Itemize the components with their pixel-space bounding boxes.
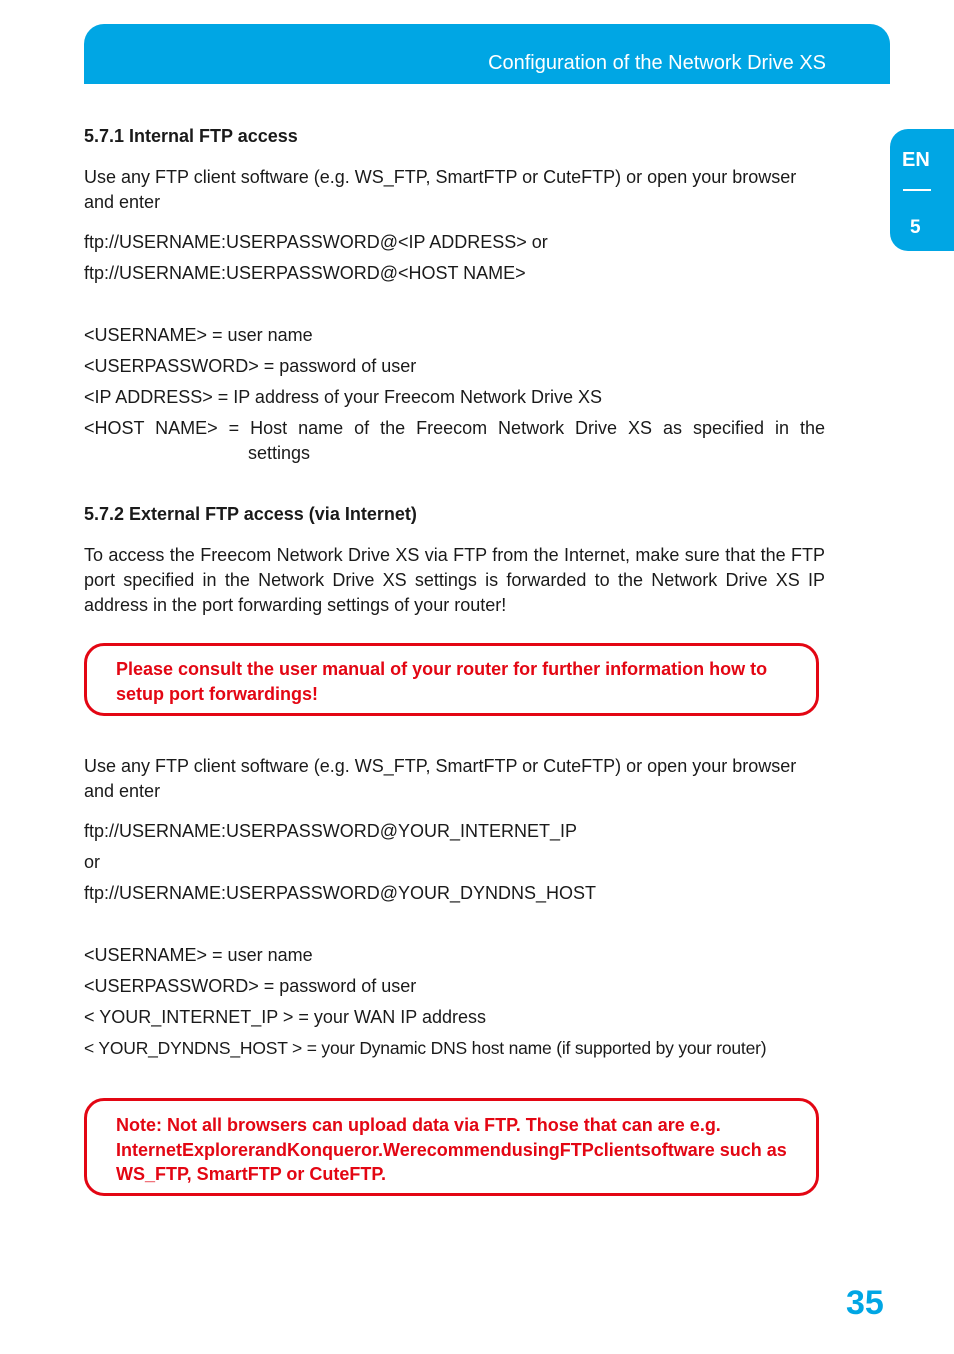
browser-note-box xyxy=(84,1098,819,1196)
definition-username-2: <USERNAME> = user name xyxy=(84,945,313,965)
internal-ftp-intro: Use any FTP client software (e.g. WS_FTP, SmartFTP or CuteFTP) or open your browser and enter xyxy=(84,167,797,212)
external-ftp-intro: To access the Freecom Network Drive XS via FTP from the Internet, make sure that the FTP port specified in the Network Drive XS settings is forwarded to the Network Drive XS IP address in the port forwarding settings of your router! xyxy=(84,545,825,615)
header-title: Configuration of the Network Drive XS xyxy=(488,52,826,74)
router-notice-box xyxy=(84,643,819,716)
tab-divider xyxy=(903,189,931,191)
definition-internet-ip: < YOUR_INTERNET_IP > = your WAN IP address xyxy=(84,1007,486,1027)
internal-ftp-url-host: ftp://USERNAME:USERPASSWORD@<HOST NAME> xyxy=(84,263,526,283)
definition-host-name-line2: settings xyxy=(248,443,311,463)
language-label: EN xyxy=(902,149,930,171)
browser-note-text: Note: Not all browsers can upload data via FTP. Those that can are e.g. InternetExplorerandKonqueror.WerecommendusingFTPclientsoftware such as WS_FTP, SmartFTP or CuteFTP. xyxy=(116,1115,787,1184)
section-heading-external-ftp: 5.7.2 External FTP access (via Internet) xyxy=(84,504,417,524)
definition-username: <USERNAME> = user name xyxy=(84,325,313,345)
header-bar xyxy=(84,24,890,84)
definition-ip-address: <IP ADDRESS> = IP address of your Freecom Network Drive XS xyxy=(84,387,603,407)
external-ftp-url-ip: ftp://USERNAME:USERPASSWORD@YOUR_INTERNET_IP xyxy=(84,821,578,841)
external-ftp-or: or xyxy=(84,852,101,872)
internal-ftp-url-ip: ftp://USERNAME:USERPASSWORD@<IP ADDRESS> or xyxy=(84,232,548,252)
external-ftp-intro-2: Use any FTP client software (e.g. WS_FTP, SmartFTP or CuteFTP) or open your browser and enter xyxy=(84,756,797,801)
definition-userpassword-2: <USERPASSWORD> = password of user xyxy=(84,976,417,996)
router-notice-text: Please consult the user manual of your router for further information how to setup port forwardings! xyxy=(116,659,768,704)
page-number: 35 xyxy=(846,1284,884,1322)
chapter-number: 5 xyxy=(910,217,921,238)
definition-host-name xyxy=(84,416,825,466)
external-ftp-url-dyndns: ftp://USERNAME:USERPASSWORD@YOUR_DYNDNS_HOST xyxy=(84,883,597,903)
definition-userpassword: <USERPASSWORD> = password of user xyxy=(84,356,417,376)
chapter-tab xyxy=(890,129,954,251)
definition-host-name-line1: <HOST NAME> = Host name of the Freecom Network Drive XS as specified in the xyxy=(84,418,825,438)
definition-dyndns-host: < YOUR_DYNDNS_HOST > = your Dynamic DNS host name (if supported by your router) xyxy=(84,1038,767,1058)
section-heading-internal-ftp: 5.7.1 Internal FTP access xyxy=(84,126,298,146)
